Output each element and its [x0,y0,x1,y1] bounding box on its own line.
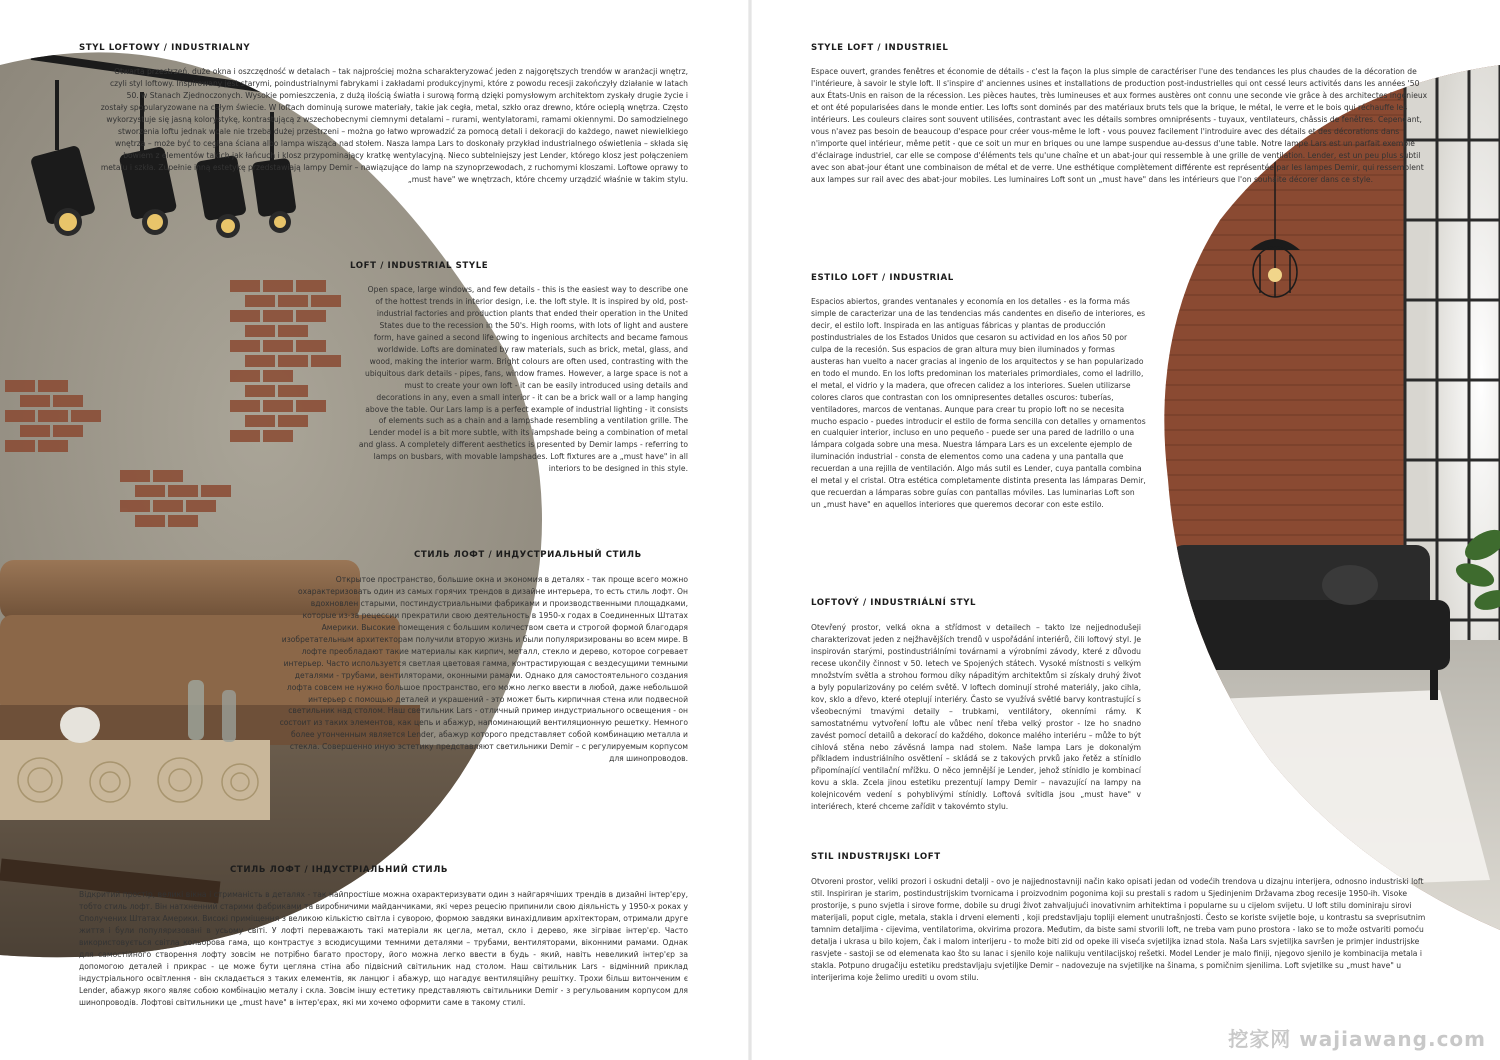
heading-es: ESTILO LOFT / INDUSTRIAL [811,273,954,283]
text-uk: Відкритий простір, великі вікна і стриманість в деталях - так найпростіше можна охарактеризувати один з найгарячіших трендів в дизайні інтер'єру, тобто стиль лофт. Він натхненний старими фабриками та виробничими майданчиками, які через рецесію припинили свою діяльність у 1950-х роках у Сполучених Штатах Америки. Високі приміщення з великою кількістю світла і суворою, формою завдяки винахідливим архітекторам, отримали друге життя і були популяризовані в усьому світі. У лофті переважають такі матеріали як цегла, метал, скло і дерево, яке зігріває інтер'єр. Часто використовується світла кольорова гама, що контрастує з всюдисущими темними деталями – трубами, вентиляторами, віконними рамами. Однак для самостійного створення лофту зовсім не потрібно багато простору, його можна легко ввести в будь - який, навіть невеликий інтер'єр за допомогою деталей і прикрас - це може бути цегляна стіна або підвісний світильник над столом. Наш світильник Lars - відмінний приклад індустріального освітлення - він складається з таких елементів, як ланцюг і абажур, що нагадує вентиляційну решітку. Трохи більш витонченим є Lender, абажур якого являє собою комбінацію металу і скла. Зовсім іншу естетику представляють світильники Demir - з регульованим корпусом для шинопроводів. Лофтові світильники це „must have" в інтер'єрах, які ми хочемо оформити саме в такому стилі. [79,890,688,1007]
heading-en: LOFT / INDUSTRIAL STYLE [350,261,489,271]
text-pl: Otwarta przestrzeń, duże okna i oszczędność w detalach – tak najprościej można scharakteryzować jeden z najgorętszych trendów w aranżacji wnętrz, czyli styl loftowy. Inspirowany jest starymi, poindustrialnymi fabrykami i zakładami produkcyjnymi, które z powodu recesji zakończyły działanie w latach 50. w Stanach Zjednoczonych. Wysokie pomieszczenia, z dużą ilością światła i surową formą dzięki pomysłowym architektom zyskały drugie życie i zostały spopularyzowane na całym świecie. W loftach dominują surowe materiały, takie jak cegła, metal, szkło oraz drewno, które ocieplą wnętrza. Często wykorzystuje się jasną kolorystykę, kontrastującą z wszechobecnymi ciemnymi detalami – rurami, wentylatorami, ramami okiennymi. Do samodzielnego stworzenia loftu jednak wcale nie trzeba dużej przestrzeni – można go łatwo wprowadzić za pomocą detali i dekoracji do każdego, nawet niewielkiego wnętrza – może być to ceglana ściana albo lampa wisząca nad stołem. Nasza lampa Lars to doskonały przykład industrialnego oświetlenia – składa się bowiem z elementów takich jak łańcuch i klosz przypominający kratkę wentylacyjną. Nieco subtelniejszy jest Lender, którego klosz jest połączeniem metalu i szkła. Zupełnie inną estetykę przedstawiają lampy Demir – nawiązujące do lamp na szynoprzewodach, z ruchomymi kloszami. Loftowe oprawy to „must have" we wnętrzach, które chcemy urządzić właśnie w takim stylu. [100,67,688,184]
heading-ru: СТИЛЬ ЛОФТ / ИНДУСТРИАЛЬНЫЙ СТИЛЬ [414,550,642,560]
page-gutter [748,0,752,1060]
text-hr: Otvoreni prostor, veliki prozori i oskudni detalji - ovo je najjednostavniji način kako opisati jedan od vodećih trendova u dizajnu interijera, odnosno industriski loft stil. Inspiriran je starim, postindustrijskim tvornicama i proizvodnim pogonima koji su prestali s radom u Sjedinjenim Državama zbog recesije 1950-ih. Visoke prostorije, s puno svjetla i sirove forme, dobile su drugi život zahvaljujući inovativnim arhitektima i popularne su u cijelom svijetu. U loft stilu dominiraju sirovi materijali, poput cigle, metala, stakla i drveni elementi , koji predstavljaju topliji element unutrašnjosti. Često se koriste svijetle boje, u kontrastu sa sveprisutnim tamnim detaljima - cijevima, ventilatorima, okvirima prozora. Međutim, da biste sami stvorili loft, ne treba vam puno prostora - lako se to može ostvariti pomoću detalja i ukrasa u bilo kojem, čak i malom interijeru - to može biti zid od opeke ili viseća svjetiljka iznad stola. Naša Lars svjetiljka savršen je primjer industrijske rasvjete - sastoji se od elemenata kao što su lanac i sjenilo koje nalikuju ventilacijskoj rešetki. Model Lender je malo finiji, njegovo sjenilo je kombinacija metala i stakla. Potpuno drugačiju estetiku predstavljaju svjetiljke Demir – nadovezuje na svjetiljke na šinama, s pomičnim sjenilima. Loft svjetilke su „must have" u interijerima koje želimo urediti u ovom stilu. [811,877,1426,982]
right-page [750,0,1500,1060]
heading-hr: STIL INDUSTRIJSKI LOFT [811,852,941,862]
text-cs: Otevřený prostor, velká okna a střídmost v detailech – takto lze nejjednodušeji charakterizovat jeden z nejžhavějších trendů v uspořádání interiérů, čili loftový styl. Je inspirován starými, postindustriálními továrnami a výrobními závody, které z důvodu recese ukončily činnost v 50. letech ve Spojených státech. Vysoké místnosti s velkým množstvím světla a strohou formou díky nápaditým architektům si získaly druhý život a byly popularizovány po celém světě. V loftech dominují strohé materiály, jako cihla, kov, sklo a dřevo, které oteplují interiéry. Často se využívá světlé barvy kontrastující s všeobecnými tmavými detaily – trubkami, ventilátory, okenními rámy. K samostatnému vytvoření loftu ale vůbec není třeba velký prostor - lze ho snadno zavést pomocí detailů a dekorací do každého, dokonce malého interiéru – může to být cihlová stěna nebo závěsná lampa nad stolem. Naše lampa Lars je dokonalým příkladem industriálního osvětlení – skládá se z takových prvků jako řetěz a stínidlo připomínající ventilační mřížku. O něco jemnější je Lender, jehož stínidlo je kombinací kovu a skla. Zcela jinou estetiku prezentují lampy Demir – navazující na lampy na kolejnicovém vedení s pohyblivými stínidly. Loftová svítidla jsou „must have" v interiérech, které chceme zařídit v takovémto stylu. [811,623,1141,812]
text-ru: Открытое пространство, большие окна и экономия в деталях - так проще всего можно охарактеризовать один из самых горячих трендов в дизайне интерьера, то есть стиль лофт. Он вдохновлен старыми, постиндустриальными фабриками и производственными площадками, которые из-за рецессии прекратили свою деятельность в 1950-х годах в Соединенных Штатах Америки. Высокие помещения с большим количеством света и строгой формой благодаря изобретательным архитекторам получили вторую жизнь и были популяризированы во всем мире. В лофте преобладают такие материалы как кирпич, металл, стекло и дерево, которое согревает интерьер. Часто используется светлая цветовая гамма, контрастирующая с вездесущими темными деталями - трубами, вентиляторами, оконными рамами. Однако для самостоятельного создания лофта совсем не нужно большое пространство, его можно легко ввести в любой, даже небольшой интерьер с помощью деталей и украшений - это может быть кирпичная стена или подвесной светильник над столом. Наш светильник Lars - отличный пример индустриального освещения - он состоит из таких элементов, как цепь и абажур, напоминающий вентиляционную решетку. Немного более утонченным является Lender, абажур которого представляет собой комбинацию металла и стекла. Совершенно иную эстетику представляют светильники Demir – с регулируемым корпусом для шинопроводов. [279,575,688,764]
heading-uk: СТИЛЬ ЛОФТ / ІНДУСТРІАЛЬНИЙ СТИЛЬ [230,865,449,875]
heading-cs: LOFTOVÝ / INDUSTRIÁLNÍ STYL [811,598,977,608]
text-en: Open space, large windows, and few details - this is the easiest way to describe one of the hottest trends in interior design, i.e. the loft style. It is inspired by old, post-industrial factories and production plants that ended their operation in the United States due to the recession in the 50's. High rooms, with lots of light and austere form, have gained a second life owing to ingenious architects and became famous worldwide. Lofts are dominated by raw materials, such as brick, metal, glass, and wood, making the interior warm. Bright colours are often used, contrasting with the ubiquitous dark details - pipes, fans, window frames. However, a large space is not a must to create your own loft - it can be easily introduced using details and decorations in any, even a small interior - it can be a brick wall or a lamp hanging above the table. Our Lars lamp is a perfect example of industrial lighting - it consists of elements such as a chain and a lampshade resembling a ventilation grille. The Lender model is a bit more subtle, with its lampshade being a combination of metal and glass. A completely different aesthetics is presented by Demir lamps - referring to lamps on busbars, with movable lampshades. Loft fixtures are a „must have" in all interiors to be designed in this style. [358,285,688,474]
heading-pl: STYL LOFTOWY / INDUSTRIALNY [79,43,251,53]
text-fr: Espace ouvert, grandes fenêtres et économie de détails - c'est la façon la plus simple de caractériser l'une des tendances les plus chaudes de la décoration de l'intérieure, à savoir le style loft. Il s'inspire d' anciennes usines et installations de production post-industrielles qui ont cessé leurs activités dans les années '50 aux États-Unis en raison de la récession. Les pièces hautes, très lumineuses et aux formes austères ont connu une seconde vie grâce à des architectes ingénieux et ont été popularisées dans le monde entier. Les lofts sont dominés par des matériaux bruts tels que la brique, le métal, le verre et le bois qui réchauffe les intérieurs. Les couleurs claires sont souvent utilisées, contrastant avec les détails sombres omniprésents - tuyaux, ventilateurs, châssis de fenêtres. Cependant, vous n'avez pas besoin de beaucoup d'espace pour créer vous-même le loft - vous pouvez facilement l'introduire avec des détails et des décorations dans n'importe quel intérieur, même petit - que ce soit un mur en briques ou une lampe suspendue au-dessus d'une table. Notre lampe Lars est un parfait exemple d'éclairage industriel, car elle se compose d'éléments tels qu'une chaîne et un abat-jour qui ressemble à une grille de ventilation. Lender, est un peu plus subtil avec son abat-jour étant une combinaison de métal et de verre. Une esthétique complètement différente est représentée par les lampes Demir, qui ressemblent aux lampes sur rail avec des abat-jour mobiles. Les luminaires Loft sont un „must have" dans les intérieurs que l'on souhaite décorer dans ce style. [811,67,1428,184]
text-es: Espacios abiertos, grandes ventanales y economía en los detalles - es la forma más simple de caracterizar una de las tendencias más candentes en diseño de interiores, es decir, el estilo loft. Inspirada en las antiguas fábricas y plantas de producción postindustriales de los Estados Unidos que cesaron su actividad en los años 50 por culpa de la recesión. Sus espacios de gran altura muy bien iluminados y formas austeras han vuelto a nacer gracias al ingenio de los arquitectos y se han popularizado en todo el mundo. En los lofts predominan los materiales primordiales, como el ladrillo, el metal, el vidrio y la madera, que ofrecen calidez a los interiores. Suelen utilizarse colores claros que contrastan con los omnipresentes detalles oscuros: tuberías, ventiladores, marcos de ventanas. Aunque para crear tu propio loft no se necesita mucho espacio - puedes introducir el estilo de forma sencilla con detalles y ornamentos en cualquier interior, incluso en uno pequeño - puede ser una pared de ladrillo o una lámpara colgada sobre una mesa. Nuestra lámpara Lars es un excelente ejemplo de iluminación industrial - consta de elementos como una cadena y una pantalla que recuerdan a una rejilla de ventilación. Algo más sutil es Lender, cuya pantalla combina el metal y el cristal. Otra estética completamente distinta presenta las lámparas Demir, que recuerdan a lámparas sobre guías con pantallas móviles. Las luminarias Loft son un „must have" en aquellos interiores que queremos decorar con este estilo. [811,297,1146,510]
watermark: 挖家网 wajiawang.com [1228,1027,1486,1051]
heading-fr: STYLE LOFT / INDUSTRIEL [811,43,949,53]
